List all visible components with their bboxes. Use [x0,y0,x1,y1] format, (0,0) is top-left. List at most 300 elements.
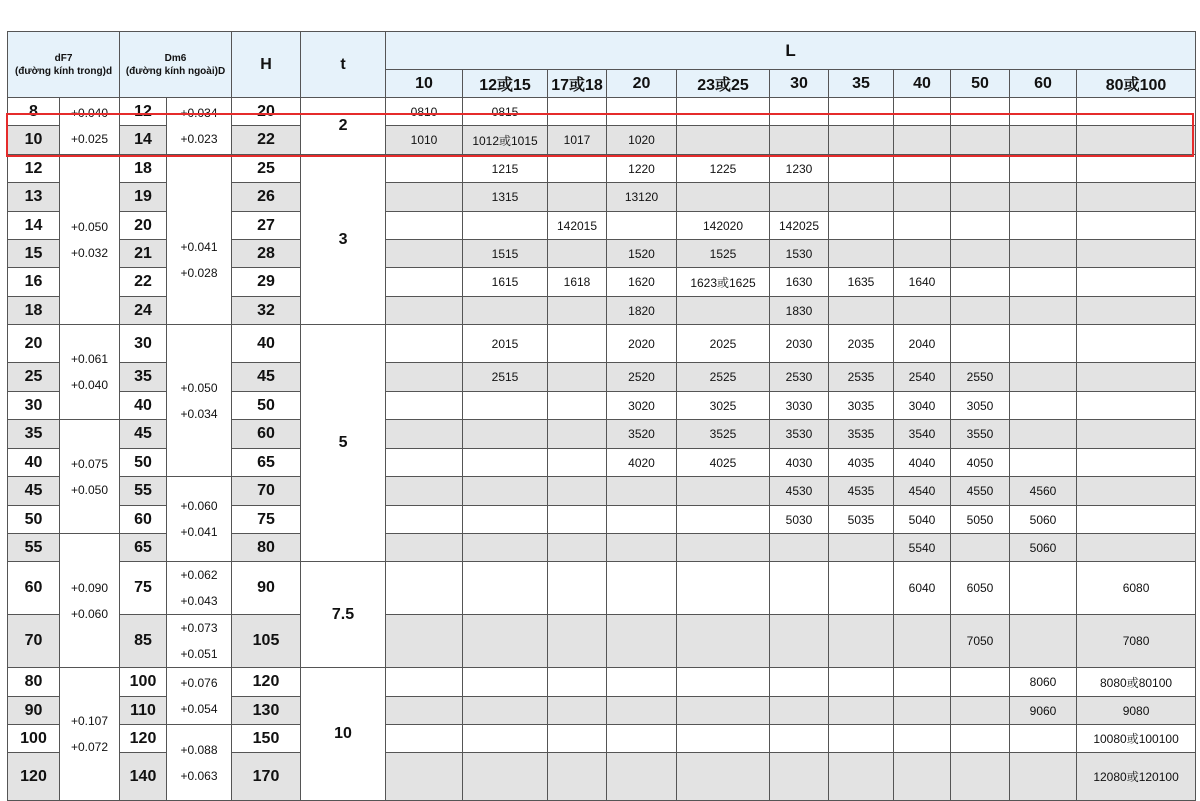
tolerance-lower: +0.051 [180,647,218,661]
tolerance-upper: +0.041 [180,239,218,254]
length-code-cell [386,325,463,363]
df7-tolerance-cell [60,325,120,420]
outer-diameter-cell: 12 [120,98,167,126]
length-code-cell [1077,126,1196,155]
length-code-cell [1010,420,1077,449]
length-code-cell [463,534,548,562]
length-code-cell [607,753,677,801]
inner-diameter-cell: 20 [8,325,60,363]
table-row [8,477,1196,506]
tolerance-upper: +0.034 [180,106,218,120]
length-code-cell [386,420,463,449]
inner-diameter-cell: 55 [8,534,60,562]
length-code-cell [894,126,951,155]
length-code-cell: 2015 [463,325,548,363]
length-code-cell: 1520 [607,240,677,268]
length-code-cell: 1620 [607,268,677,297]
outer-diameter-cell: 55 [120,477,167,506]
length-code-cell [951,155,1010,183]
length-code-cell: 2540 [894,363,951,392]
inner-diameter-cell: 80 [8,668,60,697]
tolerance-lower: +0.050 [70,482,109,497]
height-cell: 28 [232,240,301,268]
outer-diameter-cell: 85 [120,615,167,668]
length-code-cell [1077,98,1196,126]
length-code-cell [770,98,829,126]
tolerance-upper: +0.075 [70,456,109,471]
height-cell: 50 [232,392,301,420]
length-code-cell [386,506,463,534]
header-t: t [301,32,386,98]
length-code-cell [1010,449,1077,477]
length-code-cell [1077,240,1196,268]
length-code-cell: 1020 [607,126,677,155]
length-code-cell [386,562,463,615]
length-code-cell: 3020 [607,392,677,420]
outer-diameter-cell: 110 [120,697,167,725]
length-code-cell [770,562,829,615]
length-code-cell [894,297,951,325]
length-code-cell [951,98,1010,126]
length-code-cell: 3540 [894,420,951,449]
length-code-cell: 2535 [829,363,894,392]
length-code-cell: 3035 [829,392,894,420]
outer-diameter-cell: 75 [120,562,167,615]
length-code-cell [677,506,770,534]
length-code-cell [677,297,770,325]
inner-diameter-cell: 100 [8,725,60,753]
table-row [8,155,1196,183]
length-code-cell [607,615,677,668]
df7-tolerance-cell [60,534,120,668]
length-code-cell [1010,753,1077,801]
length-code-cell [770,183,829,212]
inner-diameter-cell: 60 [8,562,60,615]
length-code-cell [607,98,677,126]
header-l-col: 23或25 [677,70,770,98]
length-code-cell [607,506,677,534]
length-code-cell [548,753,607,801]
length-code-cell: 9060 [1010,697,1077,725]
height-cell: 26 [232,183,301,212]
outer-diameter-cell: 19 [120,183,167,212]
length-code-cell [463,615,548,668]
length-code-cell [829,212,894,240]
inner-diameter-cell: 120 [8,753,60,801]
height-cell: 40 [232,325,301,363]
outer-diameter-cell: 40 [120,392,167,420]
dm6-tolerance-cell [167,325,232,477]
height-cell: 32 [232,297,301,325]
outer-diameter-cell: 140 [120,753,167,801]
table-row [8,562,1196,615]
height-cell: 25 [232,155,301,183]
length-code-cell: 6080 [1077,562,1196,615]
header-l-col: 60 [1010,70,1077,98]
length-code-cell [829,297,894,325]
length-code-cell: 5050 [951,506,1010,534]
length-code-cell: 10080或100100 [1077,725,1196,753]
length-code-cell [951,212,1010,240]
length-code-cell: 4550 [951,477,1010,506]
thickness-cell: 7.5 [301,562,386,668]
tolerance-lower: +0.043 [180,594,218,608]
length-code-cell [548,562,607,615]
outer-diameter-cell: 35 [120,363,167,392]
dm6-tolerance-cell [167,615,232,668]
inner-diameter-cell: 18 [8,297,60,325]
length-code-cell [386,668,463,697]
tolerance-lower: +0.023 [180,132,218,146]
length-code-cell [463,477,548,506]
length-code-cell [677,725,770,753]
length-code-cell: 6040 [894,562,951,615]
length-code-cell [386,155,463,183]
length-code-cell: 4530 [770,477,829,506]
length-code-cell [548,534,607,562]
length-code-cell [894,668,951,697]
length-code-cell [951,725,1010,753]
length-code-cell [463,449,548,477]
length-code-cell [607,562,677,615]
length-code-cell: 1230 [770,155,829,183]
length-code-cell: 13120 [607,183,677,212]
length-code-cell: 2025 [677,325,770,363]
length-code-cell [463,297,548,325]
dm6-tolerance-cell [167,725,232,801]
table-row [8,725,1196,753]
outer-diameter-cell: 18 [120,155,167,183]
length-code-cell [1077,420,1196,449]
length-code-cell [1077,155,1196,183]
outer-diameter-cell: 20 [120,212,167,240]
length-code-cell [1010,615,1077,668]
length-code-cell [386,697,463,725]
length-code-cell [607,534,677,562]
tolerance-upper: +0.062 [180,568,218,582]
length-code-cell [894,212,951,240]
length-code-cell [548,325,607,363]
length-code-cell: 1530 [770,240,829,268]
length-code-cell [548,725,607,753]
length-code-cell [1077,325,1196,363]
length-code-cell: 3550 [951,420,1010,449]
length-code-cell: 4025 [677,449,770,477]
length-code-cell [770,725,829,753]
length-code-cell: 2040 [894,325,951,363]
length-code-cell [607,697,677,725]
length-code-cell [1010,562,1077,615]
length-code-cell [386,212,463,240]
length-code-cell [548,392,607,420]
length-code-cell [1010,268,1077,297]
outer-diameter-cell: 100 [120,668,167,697]
header-dm6-sub: (đường kính ngoài)D [125,65,226,77]
length-code-cell: 1830 [770,297,829,325]
header-l: L [386,32,1196,70]
inner-diameter-cell: 50 [8,506,60,534]
length-code-cell: 1010 [386,126,463,155]
length-code-cell: 3050 [951,392,1010,420]
tolerance-lower: +0.028 [180,265,218,280]
length-code-cell: 1017 [548,126,607,155]
length-code-cell [894,753,951,801]
length-code-cell [1010,392,1077,420]
length-code-cell [463,392,548,420]
length-code-cell [829,534,894,562]
length-code-cell [951,325,1010,363]
length-code-cell: 5030 [770,506,829,534]
length-code-cell [677,562,770,615]
header-dm6-label: Dm6 [164,52,187,64]
height-cell: 90 [232,562,301,615]
height-cell: 22 [232,126,301,155]
length-code-cell: 4020 [607,449,677,477]
length-code-cell [548,477,607,506]
length-code-cell [386,534,463,562]
tolerance-lower: +0.032 [70,245,109,260]
length-code-cell: 4030 [770,449,829,477]
header-df7-sub: (đường kính trong)d [14,65,113,77]
height-cell: 60 [232,420,301,449]
length-code-cell [951,668,1010,697]
header-df7 [8,32,120,98]
length-code-cell [607,477,677,506]
inner-diameter-cell: 35 [8,420,60,449]
length-code-cell [894,240,951,268]
length-code-cell [1010,98,1077,126]
length-code-cell [386,725,463,753]
length-code-cell [677,668,770,697]
tolerance-upper: +0.088 [180,742,218,757]
length-code-cell [1077,363,1196,392]
dm6-tolerance-cell [167,668,232,725]
length-code-cell [829,615,894,668]
length-code-cell [463,562,548,615]
length-code-cell: 4050 [951,449,1010,477]
inner-diameter-cell: 12 [8,155,60,183]
dm6-tolerance-cell [167,98,232,155]
length-code-cell [548,668,607,697]
length-code-cell [463,212,548,240]
length-code-cell [677,183,770,212]
tolerance-lower: +0.034 [180,406,218,421]
length-code-cell [386,449,463,477]
length-code-cell [951,297,1010,325]
length-code-cell: 4540 [894,477,951,506]
length-code-cell: 2530 [770,363,829,392]
tolerance-lower: +0.072 [70,740,109,754]
tolerance-upper: +0.050 [180,380,218,395]
length-code-cell [677,126,770,155]
length-code-cell [770,668,829,697]
length-code-cell: 1515 [463,240,548,268]
header-l-col: 20 [607,70,677,98]
inner-diameter-cell: 13 [8,183,60,212]
bushing-size-table [7,31,1196,801]
height-cell: 29 [232,268,301,297]
length-code-cell: 1640 [894,268,951,297]
length-code-cell: 7050 [951,615,1010,668]
length-code-cell [894,697,951,725]
tolerance-lower: +0.054 [180,702,218,716]
inner-diameter-cell: 8 [8,98,60,126]
header-l-col: 50 [951,70,1010,98]
length-code-cell: 9080 [1077,697,1196,725]
length-code-cell [677,98,770,126]
tolerance-upper: +0.060 [180,499,218,513]
tolerance-lower: +0.025 [70,132,109,146]
df7-tolerance-cell [60,668,120,801]
inner-diameter-cell: 70 [8,615,60,668]
header-l-col: 12或15 [463,70,548,98]
length-code-cell [677,753,770,801]
table-row [8,615,1196,668]
length-code-cell: 1525 [677,240,770,268]
dm6-tolerance-cell [167,477,232,562]
length-code-cell [386,753,463,801]
length-code-cell: 1623或1625 [677,268,770,297]
length-code-cell [1077,183,1196,212]
length-code-cell: 4040 [894,449,951,477]
header-l-col: 35 [829,70,894,98]
length-code-cell: 5060 [1010,506,1077,534]
table-row [8,325,1196,363]
length-code-cell: 1615 [463,268,548,297]
length-code-cell: 1635 [829,268,894,297]
height-cell: 75 [232,506,301,534]
length-code-cell [829,668,894,697]
thickness-cell: 10 [301,668,386,801]
dm6-tolerance-cell [167,155,232,325]
length-code-cell [386,363,463,392]
length-code-cell [386,268,463,297]
length-code-cell [829,126,894,155]
length-code-cell [1077,268,1196,297]
df7-tolerance-cell [60,420,120,534]
length-code-cell [951,126,1010,155]
length-code-cell: 3530 [770,420,829,449]
thickness-cell: 5 [301,325,386,562]
length-code-cell [829,697,894,725]
height-cell: 130 [232,697,301,725]
header-df7-label: dF7 [54,52,73,64]
length-code-cell [829,98,894,126]
length-code-cell [548,420,607,449]
length-code-cell [463,668,548,697]
length-code-cell [548,363,607,392]
outer-diameter-cell: 60 [120,506,167,534]
outer-diameter-cell: 120 [120,725,167,753]
header-l-col: 17或18 [548,70,607,98]
inner-diameter-cell: 15 [8,240,60,268]
thickness-cell: 2 [301,98,386,155]
length-code-cell: 2515 [463,363,548,392]
inner-diameter-cell: 45 [8,477,60,506]
length-code-cell [1077,449,1196,477]
tolerance-lower: +0.060 [70,606,109,621]
dm6-tolerance-cell [167,562,232,615]
length-code-cell: 5540 [894,534,951,562]
df7-tolerance-cell [60,98,120,155]
length-code-cell [548,155,607,183]
length-code-cell: 4035 [829,449,894,477]
length-code-cell: 5040 [894,506,951,534]
length-code-cell [548,506,607,534]
header-l-col: 40 [894,70,951,98]
length-code-cell [386,240,463,268]
tolerance-lower: +0.041 [180,525,218,539]
length-code-cell [463,420,548,449]
length-code-cell: 12080或120100 [1077,753,1196,801]
length-code-cell [829,725,894,753]
inner-diameter-cell: 25 [8,363,60,392]
length-code-cell [463,697,548,725]
table-row [8,98,1196,126]
header-dm6 [120,32,232,98]
length-code-cell [829,753,894,801]
length-code-cell [1077,212,1196,240]
length-code-cell: 3520 [607,420,677,449]
tolerance-lower: +0.040 [70,378,109,392]
height-cell: 105 [232,615,301,668]
length-code-cell [951,183,1010,212]
length-code-cell: 3040 [894,392,951,420]
tolerance-upper: +0.061 [70,352,109,366]
length-code-cell: 5060 [1010,534,1077,562]
outer-diameter-cell: 22 [120,268,167,297]
length-code-cell: 142020 [677,212,770,240]
length-code-cell: 8080或80100 [1077,668,1196,697]
tolerance-upper: +0.050 [70,219,109,234]
tolerance-upper: +0.076 [180,676,218,690]
length-code-cell [386,477,463,506]
length-code-cell [548,615,607,668]
length-code-cell [1077,534,1196,562]
length-code-cell [607,668,677,697]
length-code-cell [548,183,607,212]
length-code-cell [894,725,951,753]
length-code-cell: 1012或1015 [463,126,548,155]
outer-diameter-cell: 65 [120,534,167,562]
length-code-cell: 3030 [770,392,829,420]
outer-diameter-cell: 24 [120,297,167,325]
length-code-cell [770,126,829,155]
tolerance-upper: +0.073 [180,621,218,635]
length-code-cell [770,753,829,801]
length-code-cell [607,212,677,240]
length-code-cell [951,268,1010,297]
length-code-cell [548,449,607,477]
length-code-cell: 1215 [463,155,548,183]
table-row [8,668,1196,697]
length-code-cell: 3535 [829,420,894,449]
length-code-cell [1010,240,1077,268]
length-code-cell [677,477,770,506]
length-code-cell [894,615,951,668]
length-code-cell: 2030 [770,325,829,363]
outer-diameter-cell: 14 [120,126,167,155]
length-code-cell [677,615,770,668]
length-code-cell [386,183,463,212]
length-code-cell [548,240,607,268]
length-code-cell: 1820 [607,297,677,325]
length-code-cell [1010,297,1077,325]
length-code-cell [1010,126,1077,155]
length-code-cell [386,392,463,420]
length-code-cell: 2020 [607,325,677,363]
height-cell: 70 [232,477,301,506]
